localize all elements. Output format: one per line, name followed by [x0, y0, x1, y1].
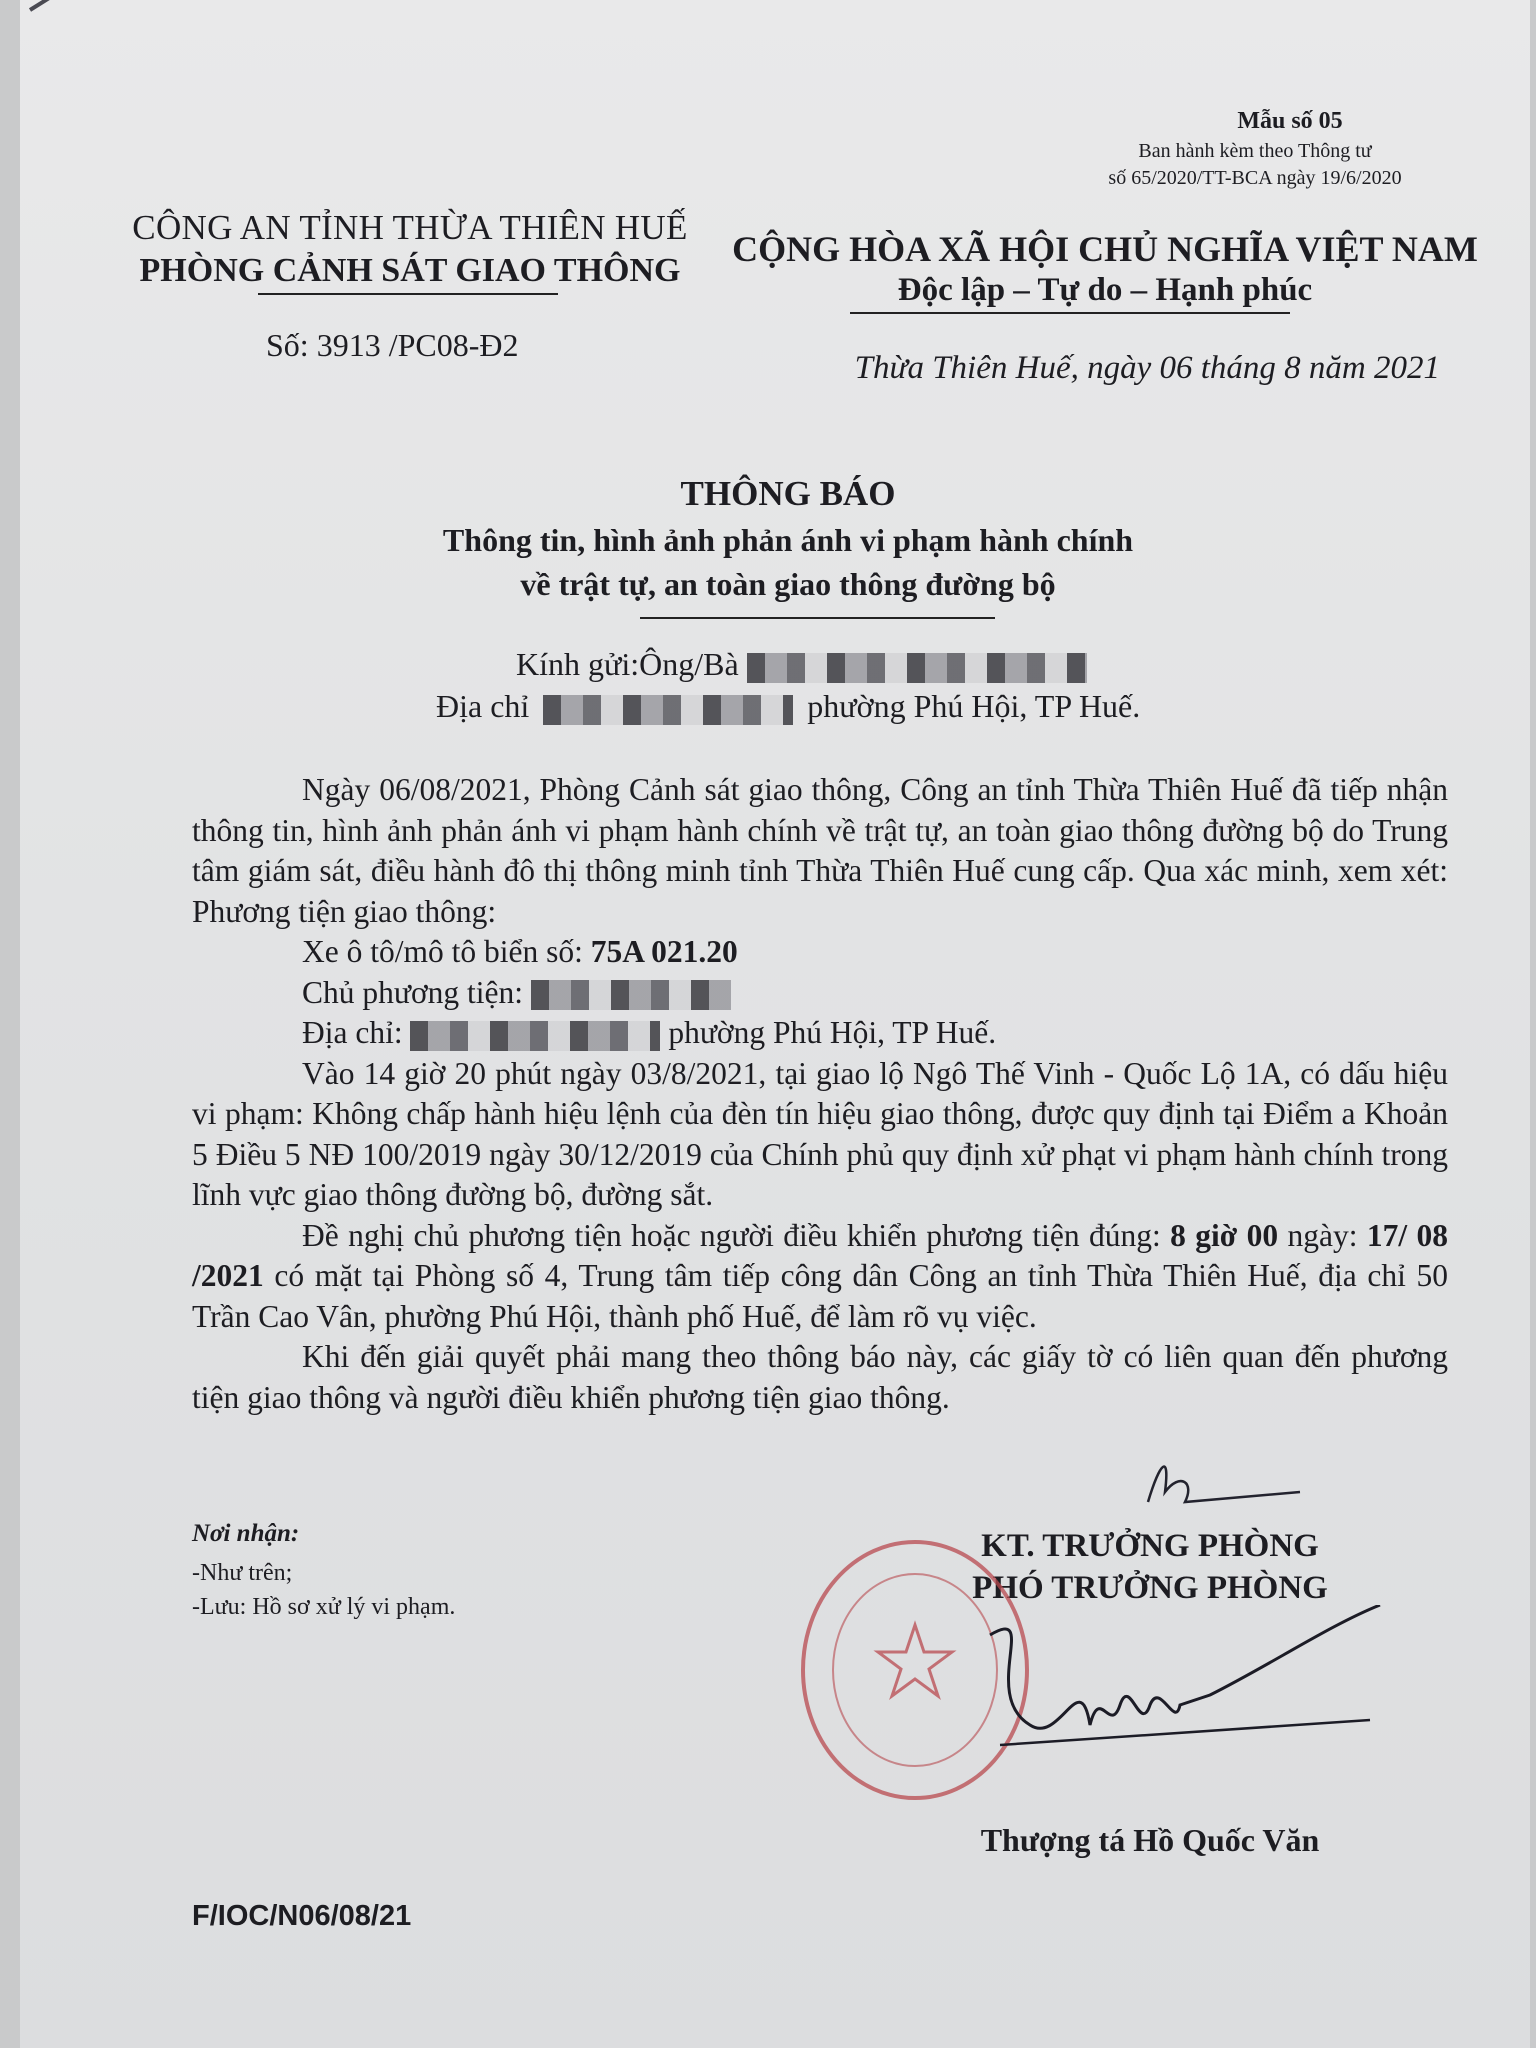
recipients-title: Nơi nhận: [192, 1520, 300, 1547]
owner-label: Chủ phương tiện: [302, 974, 523, 1010]
motto: Độc lập – Tự do – Hạnh phúc [897, 272, 1313, 308]
title-underline [640, 617, 995, 619]
redacted-name [747, 653, 1087, 683]
document-number: Số: 3913 /PC08-Đ2 [266, 327, 519, 363]
appointment-date: 17/ 08 /2021 [192, 1217, 1448, 1293]
place-date: Thừa Thiên Huế, ngày 06 tháng 8 năm 2021 [854, 350, 1440, 386]
recipients-item-2: -Lưu: Hồ sơ xử lý vi phạm. [192, 1594, 456, 1620]
document-subtitle [20, 518, 1536, 606]
paragraph-3 [192, 1216, 1448, 1338]
initials-mark [1140, 1442, 1310, 1522]
redacted-owner-address [410, 1021, 660, 1051]
appointment-time: 8 giờ 00 [1170, 1217, 1279, 1253]
paragraph-4: Khi đến giải quyết phải mang theo thông báo này, các giấy tờ có liên quan đến phương tiện giao thông và người điều khiển phương tiện giao thông. [192, 1339, 1448, 1415]
signature-title-2: PHÓ TRƯỞNG PHÒNG [972, 1570, 1328, 1606]
form-code: Mẫu số 05 [1237, 108, 1343, 134]
nation-title: CỘNG HÒA XÃ HỘI CHỦ NGHĨA VIỆT NAM [732, 229, 1478, 269]
signature-title-1: KT. TRƯỞNG PHÒNG [981, 1528, 1319, 1564]
motto-underline [850, 312, 1290, 314]
owner-address-label: Địa chỉ: [302, 1015, 403, 1050]
subtitle-line-2: về trật tự, an toàn giao thông đường bộ [520, 566, 1056, 602]
owner-address-tail: phường Phú Hội, TP Huế. [668, 1015, 997, 1050]
address-label: Địa chỉ [436, 688, 530, 724]
owner-address-line [192, 1013, 1448, 1054]
form-note [1060, 138, 1450, 192]
redacted-owner [531, 980, 731, 1010]
form-note-line-1: Ban hành kèm theo Thông tư [1138, 140, 1372, 162]
document-title: THÔNG BÁO [680, 474, 896, 513]
reference-code: F/IOC/N06/08/21 [192, 1900, 412, 1932]
p3-text-b: ngày: [1278, 1217, 1367, 1253]
recipient-line [516, 646, 1087, 683]
paragraph-1: Ngày 06/08/2021, Phòng Cảnh sát giao thông, Công an tỉnh Thừa Thiên Huế đã tiếp nhận thông tin, hình ảnh phản ánh vi phạm hành chính về trật tự, an toàn giao thông đường bộ do Trung tâm giám sát, điều hành đô thị thông minh tỉnh Thừa Thiên Huế cung cấp. Qua xác minh, xem xét: Phương tiện giao thông: [192, 772, 1448, 929]
subtitle-line-1: Thông tin, hình ảnh phản ánh vi phạm hành chính [442, 522, 1134, 558]
signer-name: Thượng tá Hồ Quốc Văn [980, 1822, 1320, 1858]
handwritten-signature [970, 1605, 1390, 1765]
stamp-star-icon [878, 1625, 952, 1696]
document-page [20, 0, 1530, 2048]
pencil-mark [29, 0, 72, 12]
owner-line [192, 973, 1448, 1014]
org-name: PHÒNG CẢNH SÁT GIAO THÔNG [139, 252, 681, 289]
form-note-line-2: số 65/2020/TT-BCA ngày 19/6/2020 [1108, 167, 1402, 189]
plate-number: 75A 021.20 [590, 934, 738, 969]
org-parent: CÔNG AN TỈNH THỪA THIÊN HUẾ [132, 208, 688, 247]
plate-label: Xe ô tô/mô tô biển số: [302, 934, 591, 969]
redacted-address [543, 695, 793, 725]
p3-text-c: có mặt tại Phòng số 4, Trung tâm tiếp công dân Công an tỉnh Thừa Thiên Huế, địa chỉ 50 Trần Cao Vân, phường Phú Hội, thành phố Huế, để làm rõ vụ việc. [192, 1258, 1448, 1334]
address-tail: phường Phú Hội, TP Huế. [807, 688, 1141, 724]
document-body [192, 770, 1448, 1418]
org-underline [258, 293, 558, 295]
recipients-item-1: -Như trên; [192, 1560, 293, 1586]
recipient-address [436, 688, 1140, 725]
plate-line [192, 932, 1448, 973]
p3-text-a: Đề nghị chủ phương tiện hoặc người điều khiển phương tiện đúng: [302, 1217, 1171, 1253]
recipient-label: Kính gửi:Ông/Bà [516, 646, 739, 682]
paragraph-2: Vào 14 giờ 20 phút ngày 03/8/2021, tại giao lộ Ngô Thế Vinh - Quốc Lộ 1A, có dấu hiệu vi phạm: Không chấp hành hiệu lệnh của đèn tín hiệu giao thông, được quy định tại Điểm a Khoản 5 Điều 5 NĐ 100/2019 ngày 30/12/2019 của Chính phủ quy định xử phạt vi phạm hành chính trong lĩnh vực giao thông đường bộ, đường sắt. [192, 1055, 1448, 1212]
